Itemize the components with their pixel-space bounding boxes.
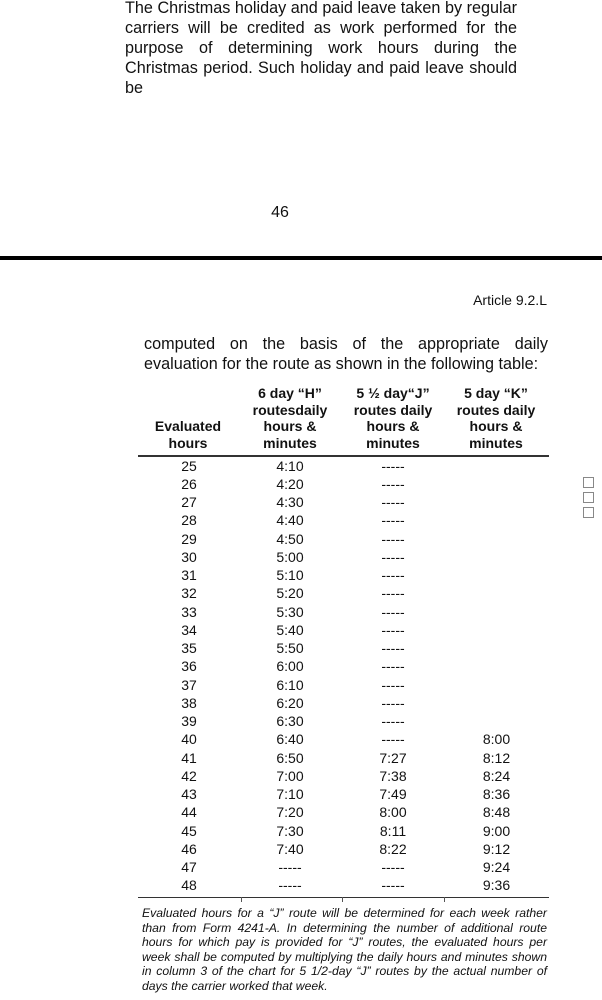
cell-evaluated-hours: 48 <box>181 877 197 894</box>
cell-h-route: 6:40 <box>276 731 304 748</box>
cell-evaluated-hours: 30 <box>181 548 197 565</box>
cell-evaluated-hours: 25 <box>181 457 197 474</box>
cell-j-route: 8:00 <box>379 804 407 821</box>
table-header <box>138 381 549 455</box>
cell-h-route: 4:20 <box>276 475 304 492</box>
cell-evaluated-hours: 43 <box>181 786 197 802</box>
cell-evaluated-hours: 46 <box>181 840 197 857</box>
cell-j-route: ----- <box>381 731 405 748</box>
cell-j-route: ----- <box>381 457 405 474</box>
table-row <box>138 749 549 767</box>
column-tick <box>342 897 343 902</box>
table-row <box>138 822 549 840</box>
top-paragraph: The Christmas holiday and paid leave taken by regular carriers will be credited as work performed for the purpose of determining work hours during the Christmas period. Such holiday and paid leave should be <box>125 0 517 97</box>
cell-evaluated-hours: 44 <box>181 804 197 821</box>
table-row <box>138 621 549 639</box>
cell-evaluated-hours: 28 <box>181 512 197 529</box>
table-row <box>138 694 549 712</box>
cell-h-route: 6:20 <box>276 694 304 711</box>
cell-k-route: 8:36 <box>482 786 511 802</box>
cell-j-route: ----- <box>381 512 405 529</box>
cell-k-route: 8:00 <box>482 731 511 748</box>
cell-h-route: 5:50 <box>276 640 304 656</box>
cell-j-route: 8:11 <box>379 822 407 839</box>
cell-k-route: 9:00 <box>482 822 511 839</box>
footnote: Evaluated hours for a “J” route will be determined for each week rather than from Form 4241-A. In determining the number of additional route hours for which pay is provided for “J” routes, the evaluated hours per week shall be computed by multiplying the daily hours and minutes shown in column 3 of the chart for 5 1/2-day “J” routes by the actual number of days the carrier worked that week. <box>142 906 547 993</box>
cell-k-route: 9:36 <box>482 877 511 894</box>
cell-k-route: 8:48 <box>482 804 511 821</box>
table-body <box>138 457 549 895</box>
article-reference: Article 9.2.L <box>473 292 547 308</box>
cell-j-route: 8:22 <box>379 840 407 857</box>
table-row <box>138 603 549 621</box>
cell-h-route: 5:10 <box>276 567 304 583</box>
header-k-routes: 5 day “K” routes daily hours & minutes <box>456 385 536 451</box>
cell-h-route: 4:40 <box>276 512 304 529</box>
cell-evaluated-hours: 36 <box>181 658 197 675</box>
cell-j-route: 7:27 <box>379 749 407 766</box>
page-number: 46 <box>271 204 289 221</box>
cell-j-route: ----- <box>381 676 405 693</box>
cell-k-route: 8:12 <box>482 749 511 766</box>
column-tick <box>241 897 242 902</box>
cell-j-route: ----- <box>381 567 405 583</box>
page-divider <box>0 256 602 260</box>
cell-evaluated-hours: 37 <box>181 676 197 693</box>
cell-evaluated-hours: 47 <box>181 859 197 875</box>
cell-evaluated-hours: 26 <box>181 475 197 492</box>
cell-evaluated-hours: 38 <box>181 694 197 711</box>
table-row <box>138 493 549 511</box>
cell-h-route: 7:10 <box>276 786 304 802</box>
cell-h-route: ----- <box>278 859 302 875</box>
header-h-routes: 6 day “H” routesdaily hours & minutes <box>252 385 328 451</box>
cell-h-route: 4:50 <box>276 530 304 547</box>
cell-j-route: ----- <box>381 640 405 656</box>
cell-evaluated-hours: 29 <box>181 530 197 547</box>
cell-evaluated-hours: 40 <box>181 731 197 748</box>
evaluation-table <box>138 381 549 898</box>
cell-evaluated-hours: 33 <box>181 603 197 620</box>
edge-checkboxes <box>583 477 594 522</box>
cell-evaluated-hours: 45 <box>181 822 197 839</box>
table-row <box>138 530 549 548</box>
table-row <box>138 657 549 675</box>
cell-h-route: 7:40 <box>276 840 304 857</box>
table-row <box>138 730 549 748</box>
cell-j-route: ----- <box>381 621 405 638</box>
table-row <box>138 785 549 803</box>
cell-h-route: 6:30 <box>276 713 304 729</box>
table-row <box>138 803 549 821</box>
cell-j-route: ----- <box>381 530 405 547</box>
continued-paragraph: computed on the basis of the appropriate daily evaluation for the route as shown in the following table: <box>144 335 548 373</box>
cell-h-route: 7:20 <box>276 804 304 821</box>
cell-h-route: 7:30 <box>276 822 304 839</box>
cell-k-route: 8:24 <box>482 767 511 784</box>
column-tick <box>444 897 445 902</box>
cell-h-route: 6:50 <box>276 749 304 766</box>
cell-k-route: 9:12 <box>482 840 511 857</box>
cell-h-route: ----- <box>278 877 302 894</box>
cell-j-route: ----- <box>381 548 405 565</box>
cell-h-route: 5:00 <box>276 548 304 565</box>
header-evaluated-hours: Evaluated hours <box>154 418 222 451</box>
cell-h-route: 6:10 <box>276 676 304 693</box>
cell-h-route: 4:10 <box>276 457 304 474</box>
checkbox-icon <box>583 492 594 503</box>
cell-k-route: 9:24 <box>482 859 511 875</box>
cell-h-route: 5:30 <box>276 603 304 620</box>
table-row <box>138 566 549 584</box>
cell-h-route: 6:00 <box>276 658 304 675</box>
cell-h-route: 5:40 <box>276 621 304 638</box>
cell-evaluated-hours: 27 <box>181 494 197 510</box>
table-row <box>138 712 549 730</box>
cell-evaluated-hours: 31 <box>181 567 197 583</box>
cell-j-route: ----- <box>381 603 405 620</box>
table-row <box>138 676 549 694</box>
cell-j-route: ----- <box>381 859 405 875</box>
cell-evaluated-hours: 42 <box>181 767 197 784</box>
checkbox-icon <box>583 477 594 488</box>
table-row <box>138 876 549 894</box>
cell-j-route: ----- <box>381 585 405 602</box>
cell-evaluated-hours: 34 <box>181 621 197 638</box>
checkbox-icon <box>583 507 594 518</box>
cell-h-route: 5:20 <box>276 585 304 602</box>
cell-j-route: ----- <box>381 877 405 894</box>
bottom-rule <box>138 897 549 899</box>
cell-evaluated-hours: 41 <box>181 749 197 766</box>
cell-j-route: ----- <box>381 713 405 729</box>
cell-evaluated-hours: 35 <box>181 640 197 656</box>
table-row <box>138 548 549 566</box>
cell-j-route: ----- <box>381 694 405 711</box>
table-row <box>138 511 549 529</box>
table-row <box>138 840 549 858</box>
table-row <box>138 639 549 657</box>
cell-j-route: 7:38 <box>379 767 407 784</box>
table-row <box>138 858 549 876</box>
cell-h-route: 7:00 <box>276 767 304 784</box>
table-row <box>138 475 549 493</box>
cell-j-route: ----- <box>381 494 405 510</box>
cell-j-route: ----- <box>381 658 405 675</box>
table-row <box>138 457 549 475</box>
table-row <box>138 584 549 602</box>
header-j-routes: 5 ½ day“J” routes daily hours & minutes <box>353 385 433 451</box>
table-row <box>138 767 549 785</box>
cell-evaluated-hours: 39 <box>181 713 197 729</box>
cell-j-route: 7:49 <box>379 786 407 802</box>
cell-j-route: ----- <box>381 475 405 492</box>
cell-h-route: 4:30 <box>276 494 304 510</box>
cell-evaluated-hours: 32 <box>181 585 197 602</box>
